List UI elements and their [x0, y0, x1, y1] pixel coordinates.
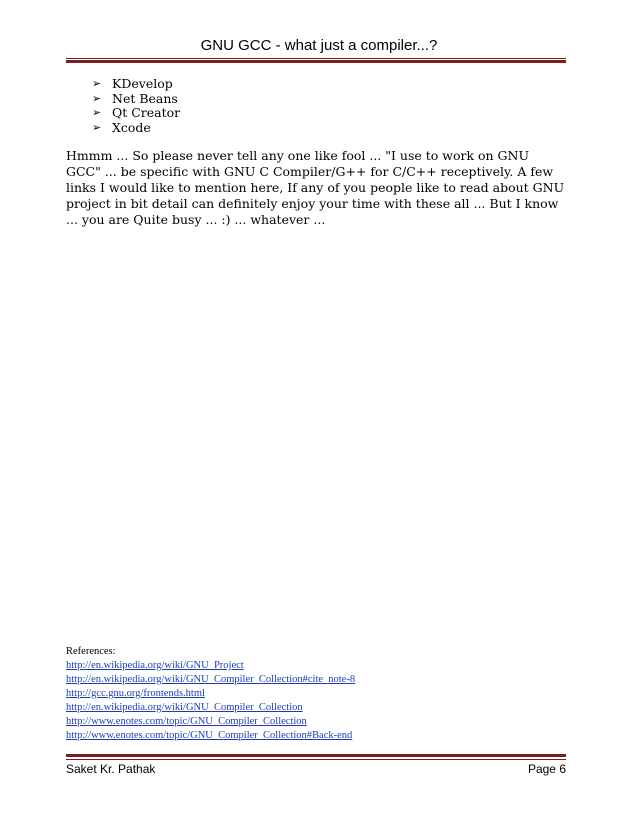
reference-link[interactable]: http://en.wikipedia.org/wiki/GNU_Project [66, 660, 244, 671]
footer-rule-thick [66, 754, 566, 757]
body-paragraph: Hmmm ... So please never tell any one like fool ... "I use to work on GNU GCC" ... be specific with GNU C Compiler/G++ for C/C++ receptively. A few links I would like to mention here, If any of you people like to read about GNU project in bit detail can definitely enjoy your time with these all ... But I know ... you are Quite busy ... :) ... whatever ... [66, 148, 565, 227]
footer-rule-thin [66, 759, 566, 760]
footer-page-number: Page 6 [527, 762, 566, 776]
reference-link[interactable]: http://en.wikipedia.org/wiki/GNU_Compiler_Collection [66, 702, 303, 713]
arrow-bullet-icon: ➢ [92, 91, 102, 105]
arrow-bullet-icon: ➢ [92, 106, 102, 119]
tools-list [92, 77, 180, 135]
references-section [66, 645, 566, 743]
reference-link[interactable]: http://www.enotes.com/topic/GNU_Compiler_Collection#Back-end [66, 730, 353, 741]
reference-link[interactable]: http://www.enotes.com/topic/GNU_Compiler_Collection [66, 716, 307, 727]
reference-link[interactable]: http://gcc.gnu.org/frontends.html [66, 688, 205, 699]
list-item: ➢ Xcode [92, 119, 151, 135]
arrow-bullet-icon: ➢ [92, 77, 102, 90]
arrow-bullet-icon: ➢ [92, 120, 102, 134]
list-item: ➢ Net Beans [92, 90, 178, 106]
list-item: ➢ Qt Creator [92, 105, 181, 120]
footer-author: Saket Kr. Pathak [66, 762, 156, 776]
page-header-title: GNU GCC - what just a compiler...? [200, 37, 438, 54]
list-item: ➢ KDevelop [92, 76, 173, 91]
header-rule-thin [66, 58, 566, 59]
header-rule-thick [66, 60, 566, 63]
reference-link[interactable]: http://en.wikipedia.org/wiki/GNU_Compiler_Collection#cite_note-8 [66, 674, 356, 685]
references-heading: References: [66, 646, 116, 657]
